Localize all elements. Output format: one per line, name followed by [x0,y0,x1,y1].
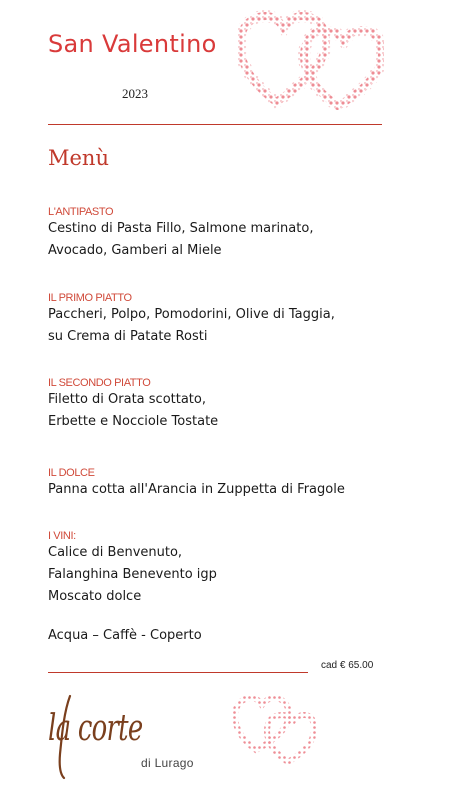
menu-item: Avocado, Gamberi al Miele [48,243,222,258]
menu-item: su Crema di Patate Rosti [48,329,208,344]
menu-item: Erbette e Nocciole Tostate [48,414,219,429]
menu-item: Panna cotta all'Arancia in Zuppetta di Fragole [48,482,345,497]
section-antipasto [48,206,313,262]
section-primo-piatto [48,292,335,348]
menu-heading: Menù [48,146,109,170]
section-dolce [48,467,345,501]
section-label: IL DOLCE [48,467,95,479]
double-heart-icon [232,690,316,764]
footer-divider [48,672,308,673]
menu-item: Falanghina Benevento igp [48,567,217,582]
restaurant-logo [44,690,244,785]
double-heart-icon [238,10,384,110]
logo-name: la corte [48,708,143,749]
price: cad € 65.00 [321,660,374,671]
extras-line: Acqua – Caffè - Coperto [48,628,202,643]
section-vini [48,530,217,608]
menu-year: 2023 [122,86,148,101]
menu-title: San Valentino [48,30,217,58]
menu-item: Moscato dolce [48,589,142,604]
menu-item: Cestino di Pasta Fillo, Salmone marinato, [48,221,314,236]
menu-item: Calice di Benvenuto, [48,545,183,560]
section-secondo-piatto [48,377,218,433]
section-label: IL SECONDO PIATTO [48,377,151,389]
section-label: I VINI: [48,530,76,542]
logo-suffix: di Lurago [141,756,194,770]
header-divider [48,124,382,125]
menu-item: Paccheri, Polpo, Pomodorini, Olive di Taggia, [48,307,335,322]
section-label: IL PRIMO PIATTO [48,292,132,304]
menu-item: Filetto di Orata scottato, [48,392,206,407]
section-label: L'ANTIPASTO [48,206,114,218]
